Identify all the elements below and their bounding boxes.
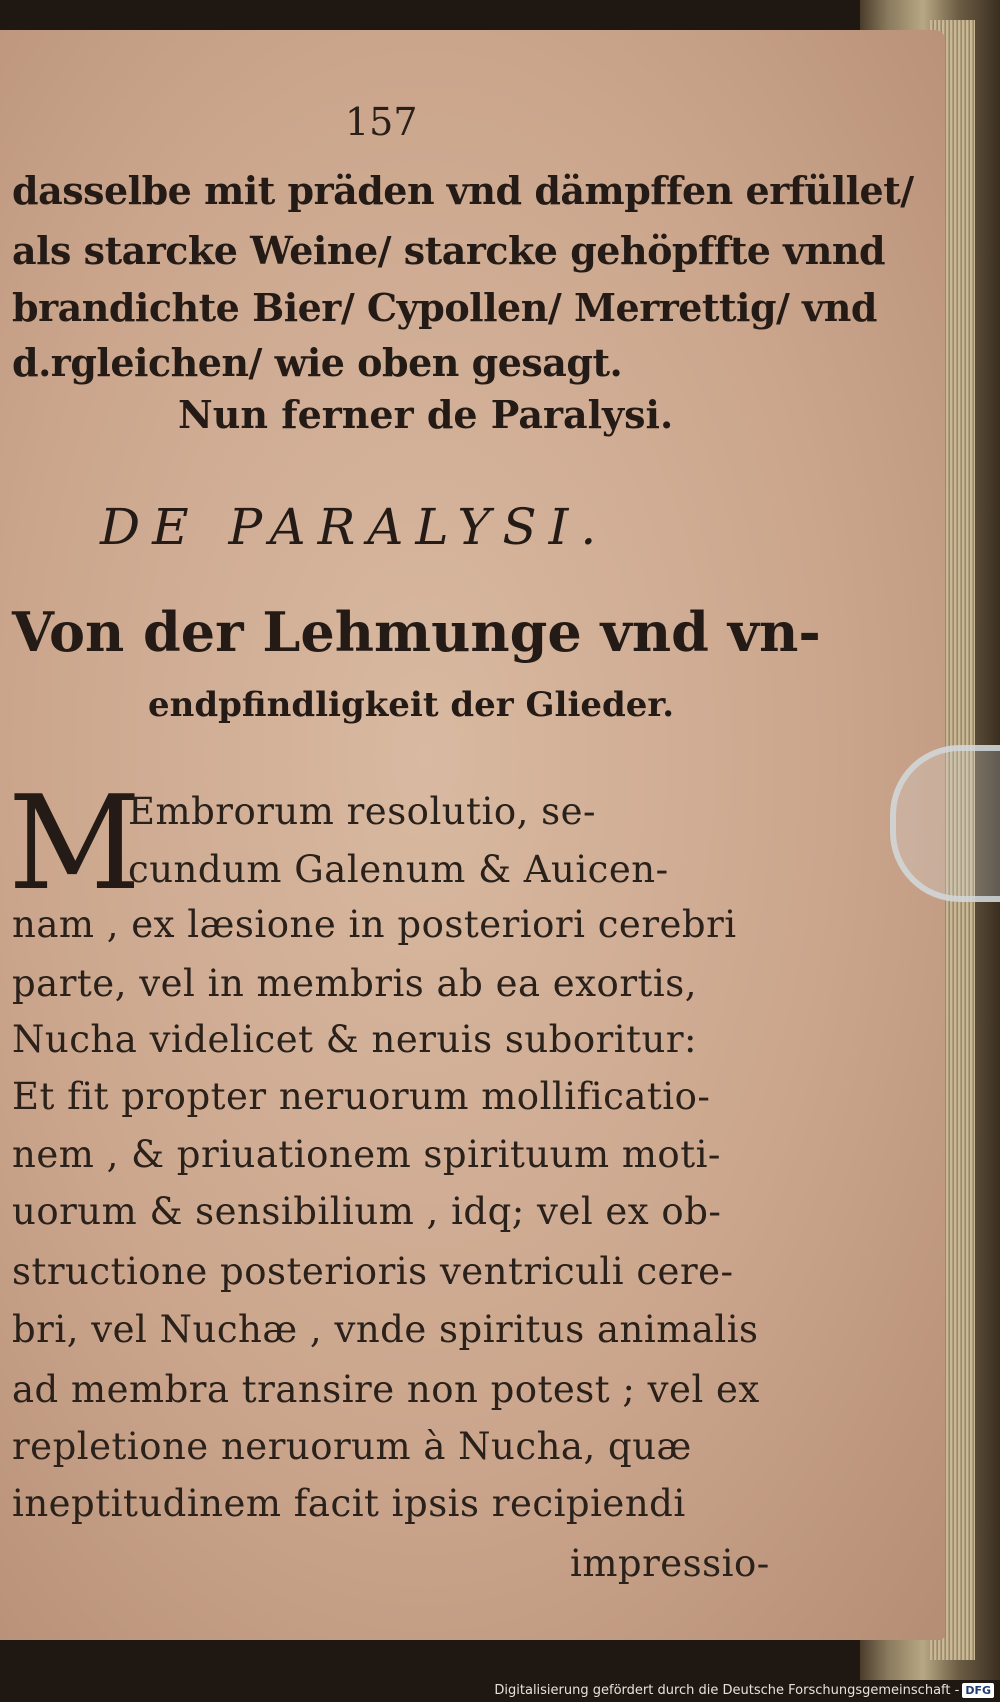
latin-line-5: Nucha videlicet & neruis suboritur: xyxy=(12,1018,697,1061)
digitization-footer xyxy=(494,1683,994,1698)
latin-line-3: nam , ex læsione in posteriori cerebri xyxy=(12,903,737,946)
page-number: 157 xyxy=(345,100,418,144)
latin-line-7: nem , & priuationem spirituum moti- xyxy=(12,1133,721,1176)
drop-cap: M xyxy=(8,767,142,919)
subline: Nun ferner de Paralysi. xyxy=(178,392,674,437)
catchword: impressio- xyxy=(570,1542,770,1585)
latin-line-11: ad membra transire non potest ; vel ex xyxy=(12,1368,760,1411)
german-heading-line-2: endpfindligkeit der Glieder. xyxy=(148,685,675,725)
latin-line-13: ineptitudinem facit ipsis recipiendi xyxy=(12,1482,686,1525)
latin-line-8: uorum & sensibilium , idq; vel ex ob- xyxy=(12,1190,722,1233)
section-heading: DE PARALYSI. xyxy=(100,498,609,556)
latin-line-9: structione posterioris ventriculi cere- xyxy=(12,1250,734,1293)
latin-line-4: parte, vel in membris ab ea exortis, xyxy=(12,962,697,1005)
footer-text: Digitalisierung gefördert durch die Deutsche Forschungsgemeinschaft - xyxy=(494,1683,960,1698)
german-heading-line-1: Von der Lehmunge vnd vn- xyxy=(12,600,821,664)
latin-line-6: Et fit propter neruorum mollificatio- xyxy=(12,1075,711,1118)
dfg-logo: DFG xyxy=(962,1683,994,1698)
latin-line-1: Embrorum resolutio, se- xyxy=(128,790,597,833)
fraktur-line-1: dasselbe mit präden vnd dämpffen erfüllet/ xyxy=(12,168,914,213)
latin-line-2: cundum Galenum & Auicen- xyxy=(128,848,669,891)
fraktur-line-4: d.rgleichen/ wie oben gesagt. xyxy=(12,340,623,385)
latin-line-12: repletione neruorum à Nucha, quæ xyxy=(12,1425,692,1468)
fraktur-line-3: brandichte Bier/ Cypollen/ Merrettig/ vnd xyxy=(12,285,877,330)
latin-line-10: bri, vel Nuchæ , vnde spiritus animalis xyxy=(12,1308,759,1351)
fraktur-line-2: als starcke Weine/ starcke gehöpffte vnnd xyxy=(12,228,886,273)
